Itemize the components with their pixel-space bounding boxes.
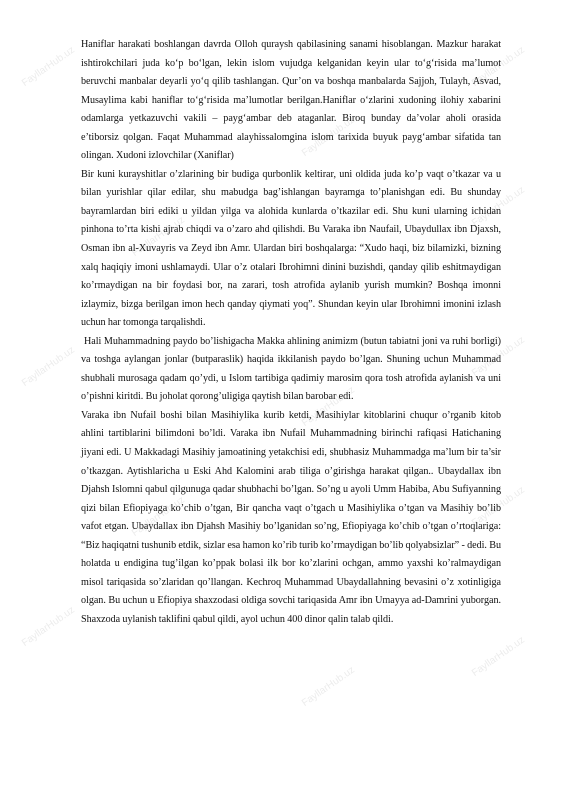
paragraph-kurayshitlar: Bir kuni kurayshitlar o’zlarining bir budiga qurbonlik keltirar, uni oldida juda ko’p vaqt o’tkazar va u bilan yurishlar qilar edilar, shu mabudga bag’ishlangan bayramga to’planishgan edi. Bu shunday bayramlardan biri ediki u yildan yilga va alohida kunlarda o’tkazilar edi. Shu kuni ularning ichidan pinhona to’rta kishi ajrab chiqdi va o’zaro ahd qilishdi. Bu Varaka ibn Naufail, Ubaydullax ibn Djaxsh, Osman ibn al-Xuvayris va Zeyd ibn Amr. Ulardan biri boshqalarga: “Xudo haqi, biz bilamizki, bizning xalq haqiqiy imoni ushlamaydi. Ular o’z otalari Ibrohimni dinini buzishdi, qanday qilib eshitmaydigan ko’rmaydigan na bir foydasi bor, na zarari, tosh atrofida aylanib yurish mumkin? Boshqa imonni izlaymiz, bizga berilgan imon hech qanday qiymati yoq”. Shundan keyin ular Ibrohimni imonini izlash uchun har tomonga tarqalishdi. [81,168,501,329]
watermark: FayllarHub.uz [20,44,77,90]
paragraph-makka-ahli: Hali Muhammadning paydo bo’lishigacha Makka ahlining animizm (butun tabiatni joni va ruhi borligi) va toshga aylangan jonlar (butparaslik) haqida ikkilanish paydo bo’lgan. Shuning uchun Muhammad shubhali murosaga qadam qo’ydi, u Islom tartibiga qadimiy marosim qora tosh atrofida aylanish va uni o’pishni kiritdi. Bu joholat qorong’uligiga qaytish bilan barobar edi. [81,335,501,403]
watermark: FayllarHub.uz [300,384,357,430]
watermark: FayllarHub.uz [130,214,187,260]
watermark: FayllarHub.uz [300,114,357,160]
watermark: FayllarHub.uz [470,334,527,380]
watermark: FayllarHub.uz [470,484,527,530]
watermark: FayllarHub.uz [300,664,357,710]
paragraph-haniflar: Haniflar harakati boshlangan davrda Olloh quraysh qabilasining sanami hisoblangan. Mazkur harakat ishtirokchilari juda ko‘p bo‘lgan, lekin islom vujudga kelganidan keyin ular to‘g‘risida ma’lumot beruvchi manbalar deyarli yo‘q qilib tashlangan. Qur’on va boshqa manbalarda Sajjoh, Tulayh, Asvad, Musaylima kabi haniflar to‘g‘risida ma’lumotlar berilgan.Haniflar o‘zlarini xudoning ilohiy xabarini odamlarga yetkazuvchi vakili – payg‘ambar deb ataganlar. Biroq bunday da’volar aholi orasida e’tiborsiz qolgan. Faqat Muhammad alayhissalomgina islom tarixida buyuk payg‘ambar sifatida tan olingan. Xudoni izlovchilar (Xaniflar) [81,39,501,162]
watermark: FayllarHub.uz [470,44,527,90]
watermark: FayllarHub.uz [20,344,77,390]
document-body [81,36,501,630]
watermark: FayllarHub.uz [20,604,77,650]
watermark: FayllarHub.uz [470,634,527,680]
paragraph-varaka-ibn-nufail: Varaka ibn Nufail boshi bilan Masihiylika kurib ketdi, Masihiylar kitoblarini chuqur o’rganib kitob ahlini tartiblarini bilimdoni bo’ldi. Varaka ibn Nufail Muhammadning birinchi rafiqasi Hatichaning jiyani edi. U Makkadagi Masihiy jamoatining yetakchisi edi, shubhasiz Muhammadga ma’lum bir ta’sir o’tkazgan. Aytishlaricha u Eski Ahd Kalomini arab tiliga o’girishga harakat qilgan.. Ubaydallax ibn Djahsh Islomni qabul qilgunuga qadar shubhachi bo’lgan. So’ng u ayoli Umm Habiba, Abu Sufiyanning qizi bilan Efiopiyaga ko’chib o’tgan, Bir qancha vaqt o’tgach u Masihiylika o’tgan va Masihiy bo’lib vafot etgan. Ubaydallax ibn Djahsh Masihiy bo’lganidan so’ng, Efiopiyaga ko’chib o’tgan o’rtoqlariga: “Biz haqiqatni tushunib etdik, sizlar esa hamon ko’rib turib ko’rmaydigan bo’lib qolyabsizlar” - dedi. Bu holatda u endigina tug’ilgan ko’ppak bolasi ilk bor ko’zlarini ochgan, ammo yaxshi ko’ralmaydigan misol tariqasida so’zlaridan qo’llangan. Kechroq Muhammad Ubaydallahning bevasini o’z xotinligiga olgan. Bu uchun u Efiopiya shaxzodasi oldiga sovchi tariqasida Amr ibn Umayya ad-Damrini yuborgan. Shaxzoda uylanish taklifini qabul qildi, ayol uchun 400 dinor qalin talab qildi. [81,409,501,625]
watermark: FayllarHub.uz [470,184,527,230]
watermark: FayllarHub.uz [130,494,187,540]
